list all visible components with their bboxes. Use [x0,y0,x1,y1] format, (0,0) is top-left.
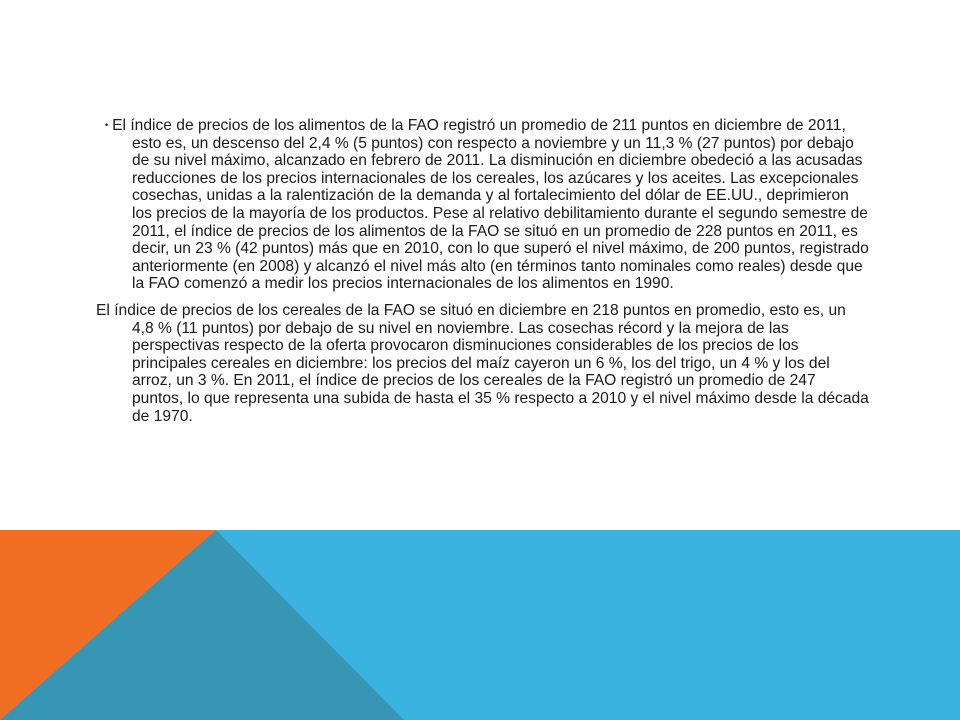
footer-shapes [0,530,960,720]
bullet-icon: • [105,120,109,130]
paragraph-text: El índice de precios de los cereales de la FAO se situó en diciembre en 218 puntos en promedio, esto es, un 4,8 % (11 puntos) por debajo de su nivel en noviembre. Las cosechas récord y la mejora de las perspectivas respecto de la oferta provocaron disminuciones considerables de los precios de los principales cereales en diciembre: los precios del maíz cayeron un 6 %, los del trigo, un 4 % y los del arroz, un 3 %. En 2011, el índice de precios de los cereales de la FAO registró un promedio de 247 puntos, lo que representa una subida de hasta el 35 % respecto a 2010 y el nivel máximo desde la década de 1970. [96,301,869,425]
paragraph-food-price-index [96,117,870,293]
paragraph-cereal-price-index [96,302,870,425]
footer-decoration [0,530,960,720]
slide-text-body [96,117,870,434]
paragraph-text: El índice de precios de los alimentos de la FAO registró un promedio de 211 puntos en diciembre de 2011, esto es, un descenso del 2,4 % (5 puntos) con respecto a noviembre y un 11,3 % (27 puntos) por debajo de su nivel máximo, alcanzado en febrero de 2011. La disminución en diciembre obedeció a las acusadas reducciones de los precios internacionales de los cereales, los azúcares y los aceites. Las excepcionales cosechas, unidas a la ralentización de la demanda y al fortalecimiento del dólar de EE.UU., deprimieron los precios de la mayoría de los productos. Pese al relativo debilitamiento durante el segundo semestre de 2011, el índice de precios de los alimentos de la FAO se situó en un promedio de 228 puntos en 2011, es decir, un 23 % (42 puntos) más que en 2010, con lo que superó el nivel máximo, de 200 puntos, registrado anteriormente (en 2008) y alcanzó el nivel más alto (en términos tanto nominales como reales) desde que la FAO comenzó a medir los precios internacionales de los alimentos en 1990. [112,117,869,293]
